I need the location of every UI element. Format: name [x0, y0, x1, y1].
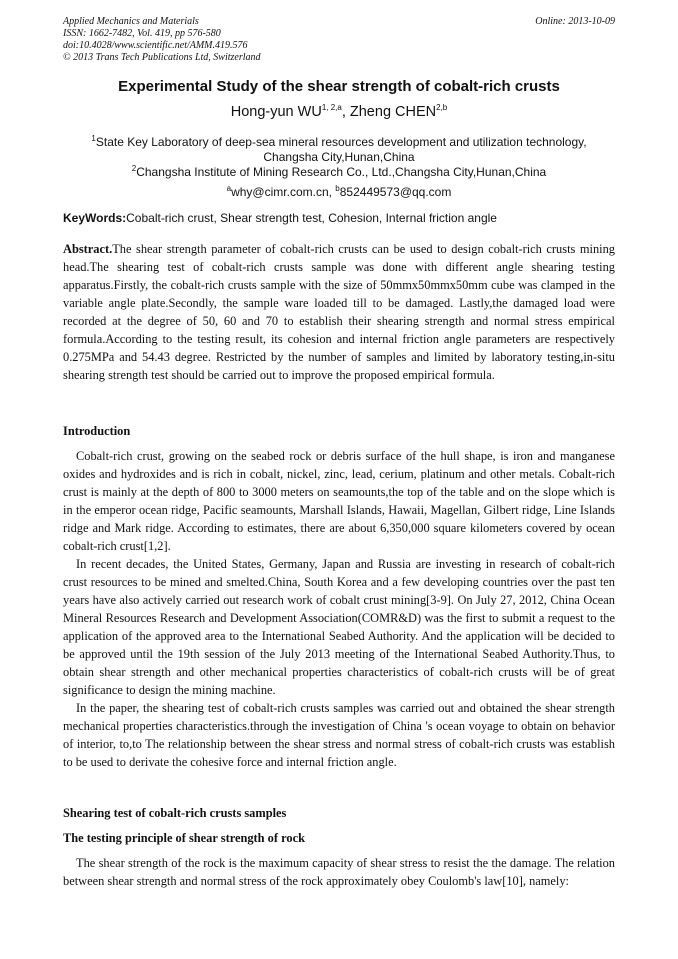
intro-paragraph-2: In recent decades, the United States, Germany, Japan and Russia are investing in research of cobalt-rich crust resources to be mined and smelted.China, South Korea and a few developing countries over the past ten years have also actively carried out research work of cobalt crust mining[3-9]. On July 27, 2012, China Ocean Mineral Resources Research and Development Association(COMR&D) was the first to submit a request to the application of the approved area to the International Seabed Authority. And the application will be decided to be approved until the 19th session of the July 2013 meeting of the International Seabed Authority.Thus, to obtain shear strength and other mechanical properties characteristics of cobalt-rich crusts will be of great significance to design the mining machine.	[63, 557, 615, 697]
section2-body	[63, 854, 615, 890]
issn-line: ISSN: 1662-7482, Vol. 419, pp 576-580	[63, 28, 221, 39]
section2-paragraph-1: The shear strength of the rock is the maximum capacity of shear stress to resist the the damage. The relation between shear strength and normal stress of the rock approximately obey Coulomb's law[10], namely:	[63, 856, 615, 888]
keywords-text: Cobalt-rich crust, Shear strength test, Cohesion, Internal friction angle	[126, 211, 497, 225]
affiliation-2-number: 2	[131, 164, 137, 173]
introduction-heading: Introduction	[63, 424, 131, 438]
doi-line: doi:10.4028/www.scientific.net/AMM.419.576	[63, 40, 248, 51]
email-b-marker: b	[335, 184, 340, 193]
keywords-label: KeyWords:	[63, 211, 127, 225]
abstract	[63, 240, 615, 384]
author-separator: ,	[341, 103, 350, 120]
author-1-affil: 1, 2,a	[321, 103, 342, 112]
journal-name: Applied Mechanics and Materials	[63, 16, 199, 27]
email-a[interactable]: why@cimr.com.cn,	[231, 185, 336, 199]
subsection-heading-testing-principle: The testing principle of shear strength of rock	[63, 831, 305, 845]
affiliation-1-city: Changsha City,Hunan,China	[263, 150, 415, 164]
affiliation-1-text: State Key Laboratory of deep-sea mineral resources development and utilization technology,	[95, 135, 587, 149]
abstract-label: Abstract.	[63, 242, 113, 256]
author-1: Hong-yun WU	[230, 103, 322, 120]
introduction-body	[63, 447, 615, 771]
affiliation-2-text: Changsha Institute of Mining Research Co., Ltd.,Changsha City,Hunan,China	[136, 165, 547, 179]
author-2-affil: 2,b	[436, 103, 448, 112]
journal-header	[63, 16, 615, 64]
affiliation-1	[40, 131, 638, 165]
email-a-marker: a	[226, 184, 232, 193]
intro-paragraph-1: Cobalt-rich crust, growing on the seabed rock or debris surface of the hull shape, is iron and manganese oxides and hydroxides and is rich in cobalt, nickel, zinc, lead, cerium, platinum and other metals. Cobalt-rich crust is mainly at the depth of 800 to 3000 meters on seamounts,the top of the table and on the slope which is in the emperor ocean ridge, Pacific seamounts, Marshall Islands, Hawaii, Magellan, Gilbert ridge, Line Islands ridge and Mark ridge. According to estimates, there are about 6,350,000 square kilometers covered by ocean cobalt-rich crust[1,2].	[63, 449, 615, 553]
intro-paragraph-3: In the paper, the shearing test of cobalt-rich crusts samples was carried out and obtained the shear strength mechanical properties characteristics.through the investigation of China 's ocean voyage to obtain on behavior of interior, to,to The relationship between the shear stress and normal stress of cobalt-rich crusts was establish to be used to derivate the cohesive force and internal friction angle.	[63, 701, 615, 769]
online-date: Online: 2013-10-09	[535, 16, 615, 27]
affiliation-1-number: 1	[91, 134, 96, 143]
abstract-text: The shear strength parameter of cobalt-rich crusts can be used to design cobalt-rich crusts mining head.The shearing test of cobalt-rich crusts sample was done with different angle shearing testing apparatus.Firstly, the cobalt-rich crusts sample with the size of 50mmx50mmx50mm cube was clamped in the variable angle plate.Secondly, the sample ware loaded till to be damaged. Lastly,the damaged load were recorded at the degree of 50, 60 and 70 to establish their shearing strength and normal stress empirical formula.According to the testing result, its cohesion and internal friction angle parameters are respectively 0.275MPa and 54.43 degree. Restricted by the number of samples and limited by laboratory testing,in-situ shearing strength test should be carried out to improve the proposed empirical formula.	[63, 242, 615, 382]
section-heading-shearing-test: Shearing test of cobalt-rich crusts samples	[63, 806, 287, 820]
email-line	[40, 181, 638, 200]
email-b[interactable]: 852449573@qq.com	[339, 185, 452, 199]
paper-title: Experimental Study of the shear strength of cobalt-rich crusts	[118, 78, 560, 95]
affiliation-2	[40, 161, 638, 180]
keywords	[63, 211, 615, 225]
copyright-line: © 2013 Trans Tech Publications Ltd, Switzerland	[63, 52, 261, 63]
author-2: Zheng CHEN	[349, 103, 437, 120]
author-line	[20, 103, 658, 120]
